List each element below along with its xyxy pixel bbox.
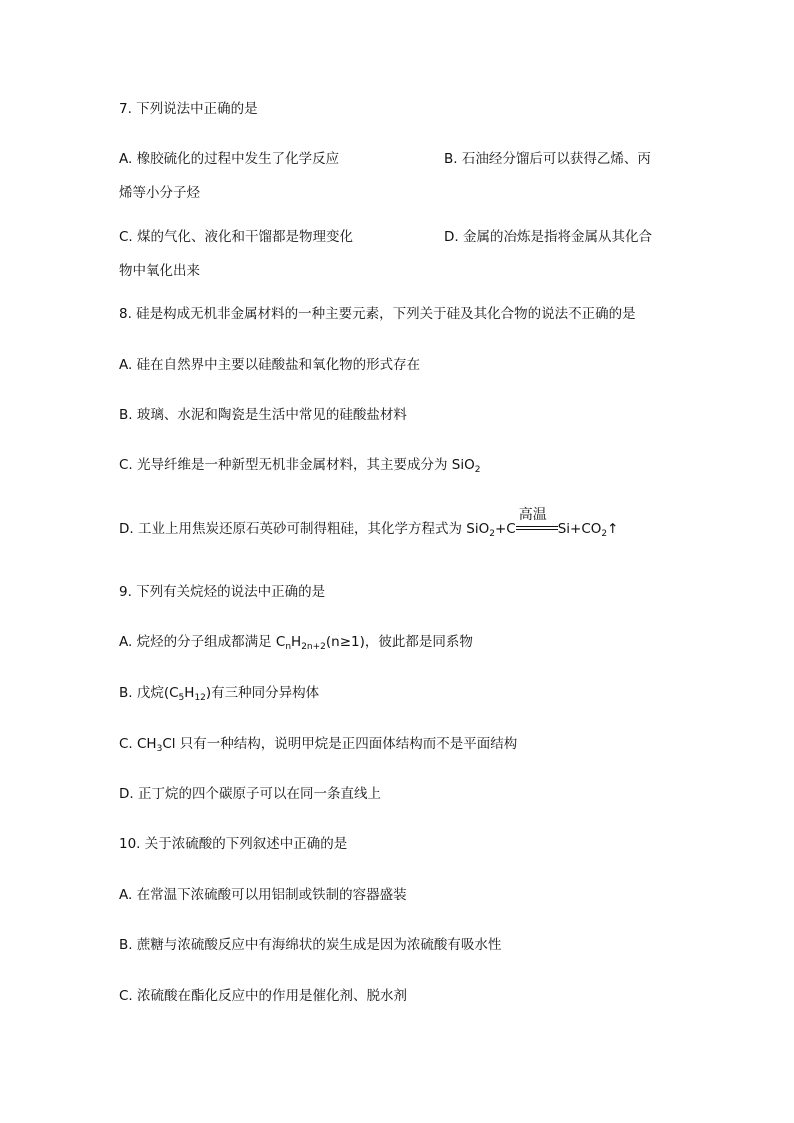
q9-option-b-sub-5: 5 xyxy=(178,693,185,703)
q8-option-c-text: C. 光导纤维是一种新型无机非金属材料，其主要成分为 SiO xyxy=(119,457,475,473)
equals-bar-top xyxy=(516,526,558,527)
q10-option-b: B. 蔗糖与浓硫酸反应中有海绵状的炭生成是因为浓硫酸有吸水性 xyxy=(119,937,502,953)
q7-option-b-continued: 烯等小分子烃 xyxy=(119,185,200,201)
q9-option-b-h: H xyxy=(184,685,195,701)
q9-option-a xyxy=(119,633,473,651)
q9-option-a-h: H xyxy=(291,634,302,650)
q9-option-a-rest: (n≥1)，彼此都是同系物 xyxy=(325,634,473,650)
q8-option-d-subscript-1: 2 xyxy=(489,529,495,539)
q9-option-c-sub-3: 3 xyxy=(156,744,163,754)
q8-option-a: A. 硅在自然界中主要以硅酸盐和氧化物的形式存在 xyxy=(119,357,421,373)
q10-stem: 10. 关于浓硫酸的下列叙述中正确的是 xyxy=(119,836,348,852)
q9-option-d: D. 正丁烷的四个碳原子可以在同一条直线上 xyxy=(119,786,381,802)
q9-option-b-rest: )有三种同分异构体 xyxy=(205,685,320,701)
q7-option-d: D. 金属的冶炼是指将金属从其化合 xyxy=(444,229,652,245)
q9-option-c-rest: Cl 只有一种结构，说明甲烷是正四面体结构而不是平面结构 xyxy=(162,736,518,752)
q7-option-a: A. 橡胶硫化的过程中发生了化学反应 xyxy=(119,151,340,167)
q8-option-d-subscript-2: 2 xyxy=(601,529,608,539)
q7-option-d-continued: 物中氧化出来 xyxy=(119,263,200,279)
q10-option-a: A. 在常温下浓硫酸可以用铝制或铁制的容器盛装 xyxy=(119,887,407,903)
q9-option-b xyxy=(119,684,319,702)
q8-option-b: B. 玻璃、水泥和陶瓷是生活中常见的硅酸盐材料 xyxy=(119,407,407,423)
reaction-condition-arrow xyxy=(516,507,558,538)
q8-option-d-products: Si+CO xyxy=(557,521,602,537)
q9-option-b-text: B. 戊烷(C xyxy=(119,685,179,701)
q10-option-c: C. 浓硫酸在酯化反应中的作用是催化剂、脱水剂 xyxy=(119,988,408,1004)
q8-option-c-subscript: 2 xyxy=(474,465,481,475)
q9-option-a-sub-n: n xyxy=(285,642,292,652)
q9-option-a-text: A. 烷烃的分子组成都满足 C xyxy=(119,634,286,650)
reaction-condition-label: 高温 xyxy=(518,507,547,523)
q9-option-b-sub-12: 12 xyxy=(194,693,206,703)
q9-option-c xyxy=(119,735,517,753)
gas-arrow: ↑ xyxy=(607,521,619,537)
q7-option-b: B. 石油经分馏后可以获得乙烯、丙 xyxy=(444,151,651,167)
q7-stem: 7. 下列说法中正确的是 xyxy=(119,101,258,117)
q9-option-c-text: C. CH xyxy=(119,736,157,752)
q8-option-d xyxy=(119,507,619,539)
q8-stem: 8. 硅是构成无机非金属材料的一种主要元素，下列关于硅及其化合物的说法不正确的是 xyxy=(119,306,636,322)
q9-stem: 9. 下列有关烷烃的说法中正确的是 xyxy=(119,584,326,600)
q7-option-c: C. 煤的气化、液化和干馏都是物理变化 xyxy=(119,229,354,245)
q8-option-d-text: D. 工业上用焦炭还原石英砂可制得粗硅，其化学方程式为 SiO xyxy=(119,521,490,537)
equals-bar-bottom xyxy=(516,529,558,530)
q8-option-d-plus-c: +C xyxy=(494,521,516,537)
q8-option-c xyxy=(119,456,480,474)
q9-option-a-sub-2n2: 2n+2 xyxy=(301,642,326,652)
